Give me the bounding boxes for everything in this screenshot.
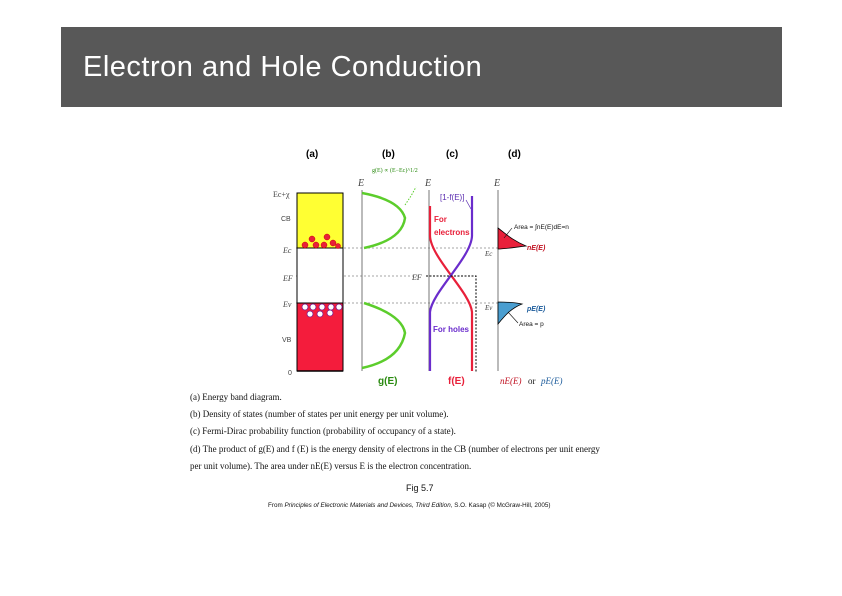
dos-curve-cb <box>362 193 405 248</box>
credit-suffix: , S.O. Kasap (© McGraw-Hill, 2005) <box>450 502 551 509</box>
credit-prefix: From <box>268 502 285 509</box>
xlabel-g: g(E) <box>378 376 398 387</box>
axis-e-b: E <box>358 178 365 189</box>
label-for-holes: For holes <box>433 325 470 334</box>
area-p-pointer <box>508 312 518 323</box>
band-gap <box>297 248 343 303</box>
axis-e-d: E <box>494 178 501 189</box>
label-cb: CB <box>281 216 291 223</box>
label-pe: pE(E) <box>527 306 546 313</box>
caption-a: (a) Energy band diagram. <box>190 392 282 402</box>
label-one-minus-f: [1-f(E)] <box>440 193 465 202</box>
caption-d: (d) The product of g(E) and f (E) is the energy density of electrons in the CB (number of electrons per unit energy <box>190 444 600 454</box>
dos-formula: g(E) ∝ (E−Ec)^1/2 <box>372 168 418 174</box>
label-ec-d: Ec <box>485 250 493 258</box>
fig-number: Fig 5.7 <box>406 483 434 493</box>
axis-e-c: E <box>425 178 432 189</box>
ne-peak <box>498 228 526 249</box>
panel-label-a: (a) <box>306 149 319 160</box>
dos-sqrt-dotted <box>405 187 416 205</box>
source-credit <box>268 502 551 509</box>
xlabel-pe: pE(E) <box>541 376 563 386</box>
dos-curve-vb <box>362 303 405 368</box>
label-zero: 0 <box>288 370 292 377</box>
label-ev-d: Ev <box>485 304 493 312</box>
panel-label-c: (c) <box>446 149 459 160</box>
panel-label-b: (b) <box>382 149 395 160</box>
label-ef: EF <box>283 274 293 283</box>
slide-title: Electron and Hole Conduction <box>83 51 483 83</box>
caption-d-cont: per unit volume). The area under nE(E) versus E is the electron concentration. <box>190 461 472 471</box>
xlabel-f: f(E) <box>448 376 465 387</box>
label-electrons: electrons <box>434 228 470 237</box>
label-ev: Ev <box>283 300 292 309</box>
label-area-p: Area = p <box>519 321 544 328</box>
conduction-band <box>297 193 343 248</box>
label-ec-chi: Ec+χ <box>273 190 290 199</box>
one-minus-f-pointer <box>466 200 471 209</box>
caption-c: (c) Fermi-Dirac probability function (probability of occupancy of a state). <box>190 426 456 436</box>
caption-b: (b) Density of states (number of states per unit energy per unit volume). <box>190 409 449 419</box>
ef-step-dotted <box>426 276 476 372</box>
label-ef-c: EF <box>412 273 422 282</box>
label-ec: Ec <box>283 246 292 255</box>
panel-label-d: (d) <box>508 149 521 160</box>
label-ne: nE(E) <box>527 245 546 252</box>
credit-book: Principles of Electronic Materials and Devices, Third Edition <box>284 502 451 509</box>
xlabel-or: or <box>528 376 536 386</box>
label-vb: VB <box>282 337 292 344</box>
label-area-n: Area = ∫nE(E)dE=n <box>514 224 569 231</box>
label-for: For <box>434 215 447 224</box>
xlabel-ne: nE(E) <box>500 376 522 386</box>
